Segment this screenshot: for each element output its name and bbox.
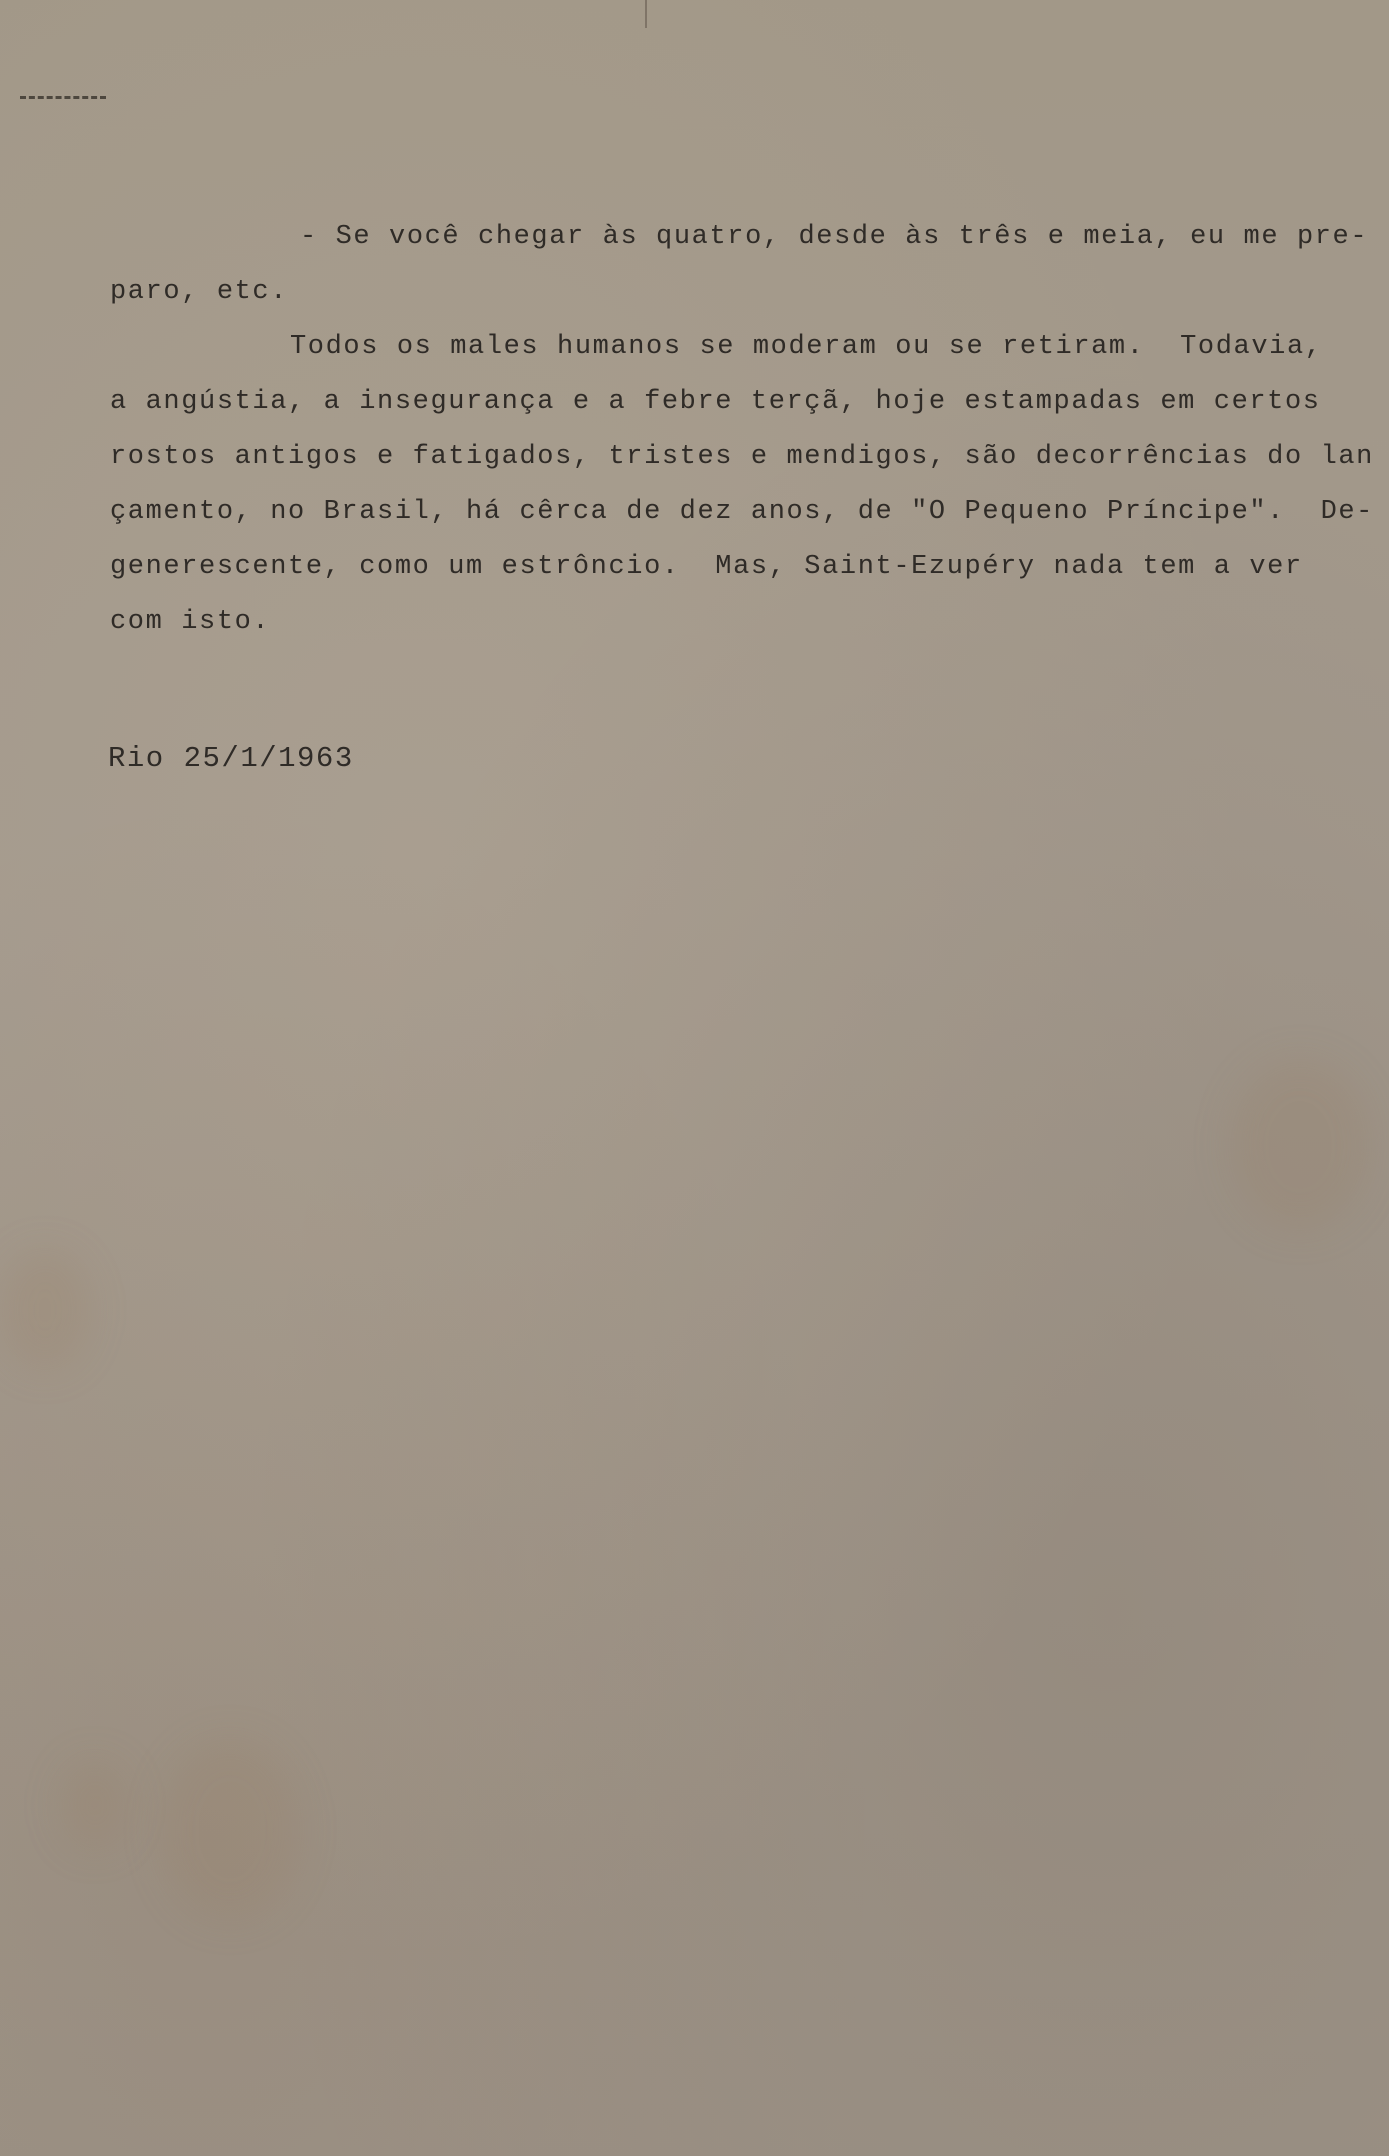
paragraph-2-line-5: generescente, como um estrôncio. Mas, Saint-Ezupéry nada tem a ver bbox=[110, 552, 1303, 582]
edge-mark bbox=[20, 96, 106, 105]
paper-stain bbox=[60, 1760, 130, 1850]
paragraph-1-line-1: - Se você chegar às quatro, desde às três e meia, eu me pre- bbox=[300, 222, 1369, 252]
paper-stain bbox=[160, 1740, 300, 1920]
paper-crease bbox=[645, 0, 647, 28]
paper-stain bbox=[1230, 1060, 1370, 1230]
paragraph-2-line-3: rostos antigos e fatigados, tristes e mendigos, são decorrências do lan bbox=[110, 442, 1374, 472]
paragraph-2-line-6: com isto. bbox=[110, 607, 271, 637]
paragraph-2-line-4: çamento, no Brasil, há cêrca de dez anos, de "O Pequeno Príncipe". De- bbox=[110, 497, 1374, 527]
typed-text-body bbox=[110, 210, 1374, 650]
paragraph-1-line-2: paro, etc. bbox=[110, 277, 289, 307]
paragraph-2-line-2: a angústia, a insegurança e a febre terçã, hoje estampadas em certos bbox=[110, 387, 1321, 417]
place-and-date: Rio 25/1/1963 bbox=[108, 742, 354, 775]
paper-stain bbox=[0, 1250, 90, 1370]
paragraph-2-line-1: Todos os males humanos se moderam ou se retiram. Todavia, bbox=[290, 332, 1323, 362]
